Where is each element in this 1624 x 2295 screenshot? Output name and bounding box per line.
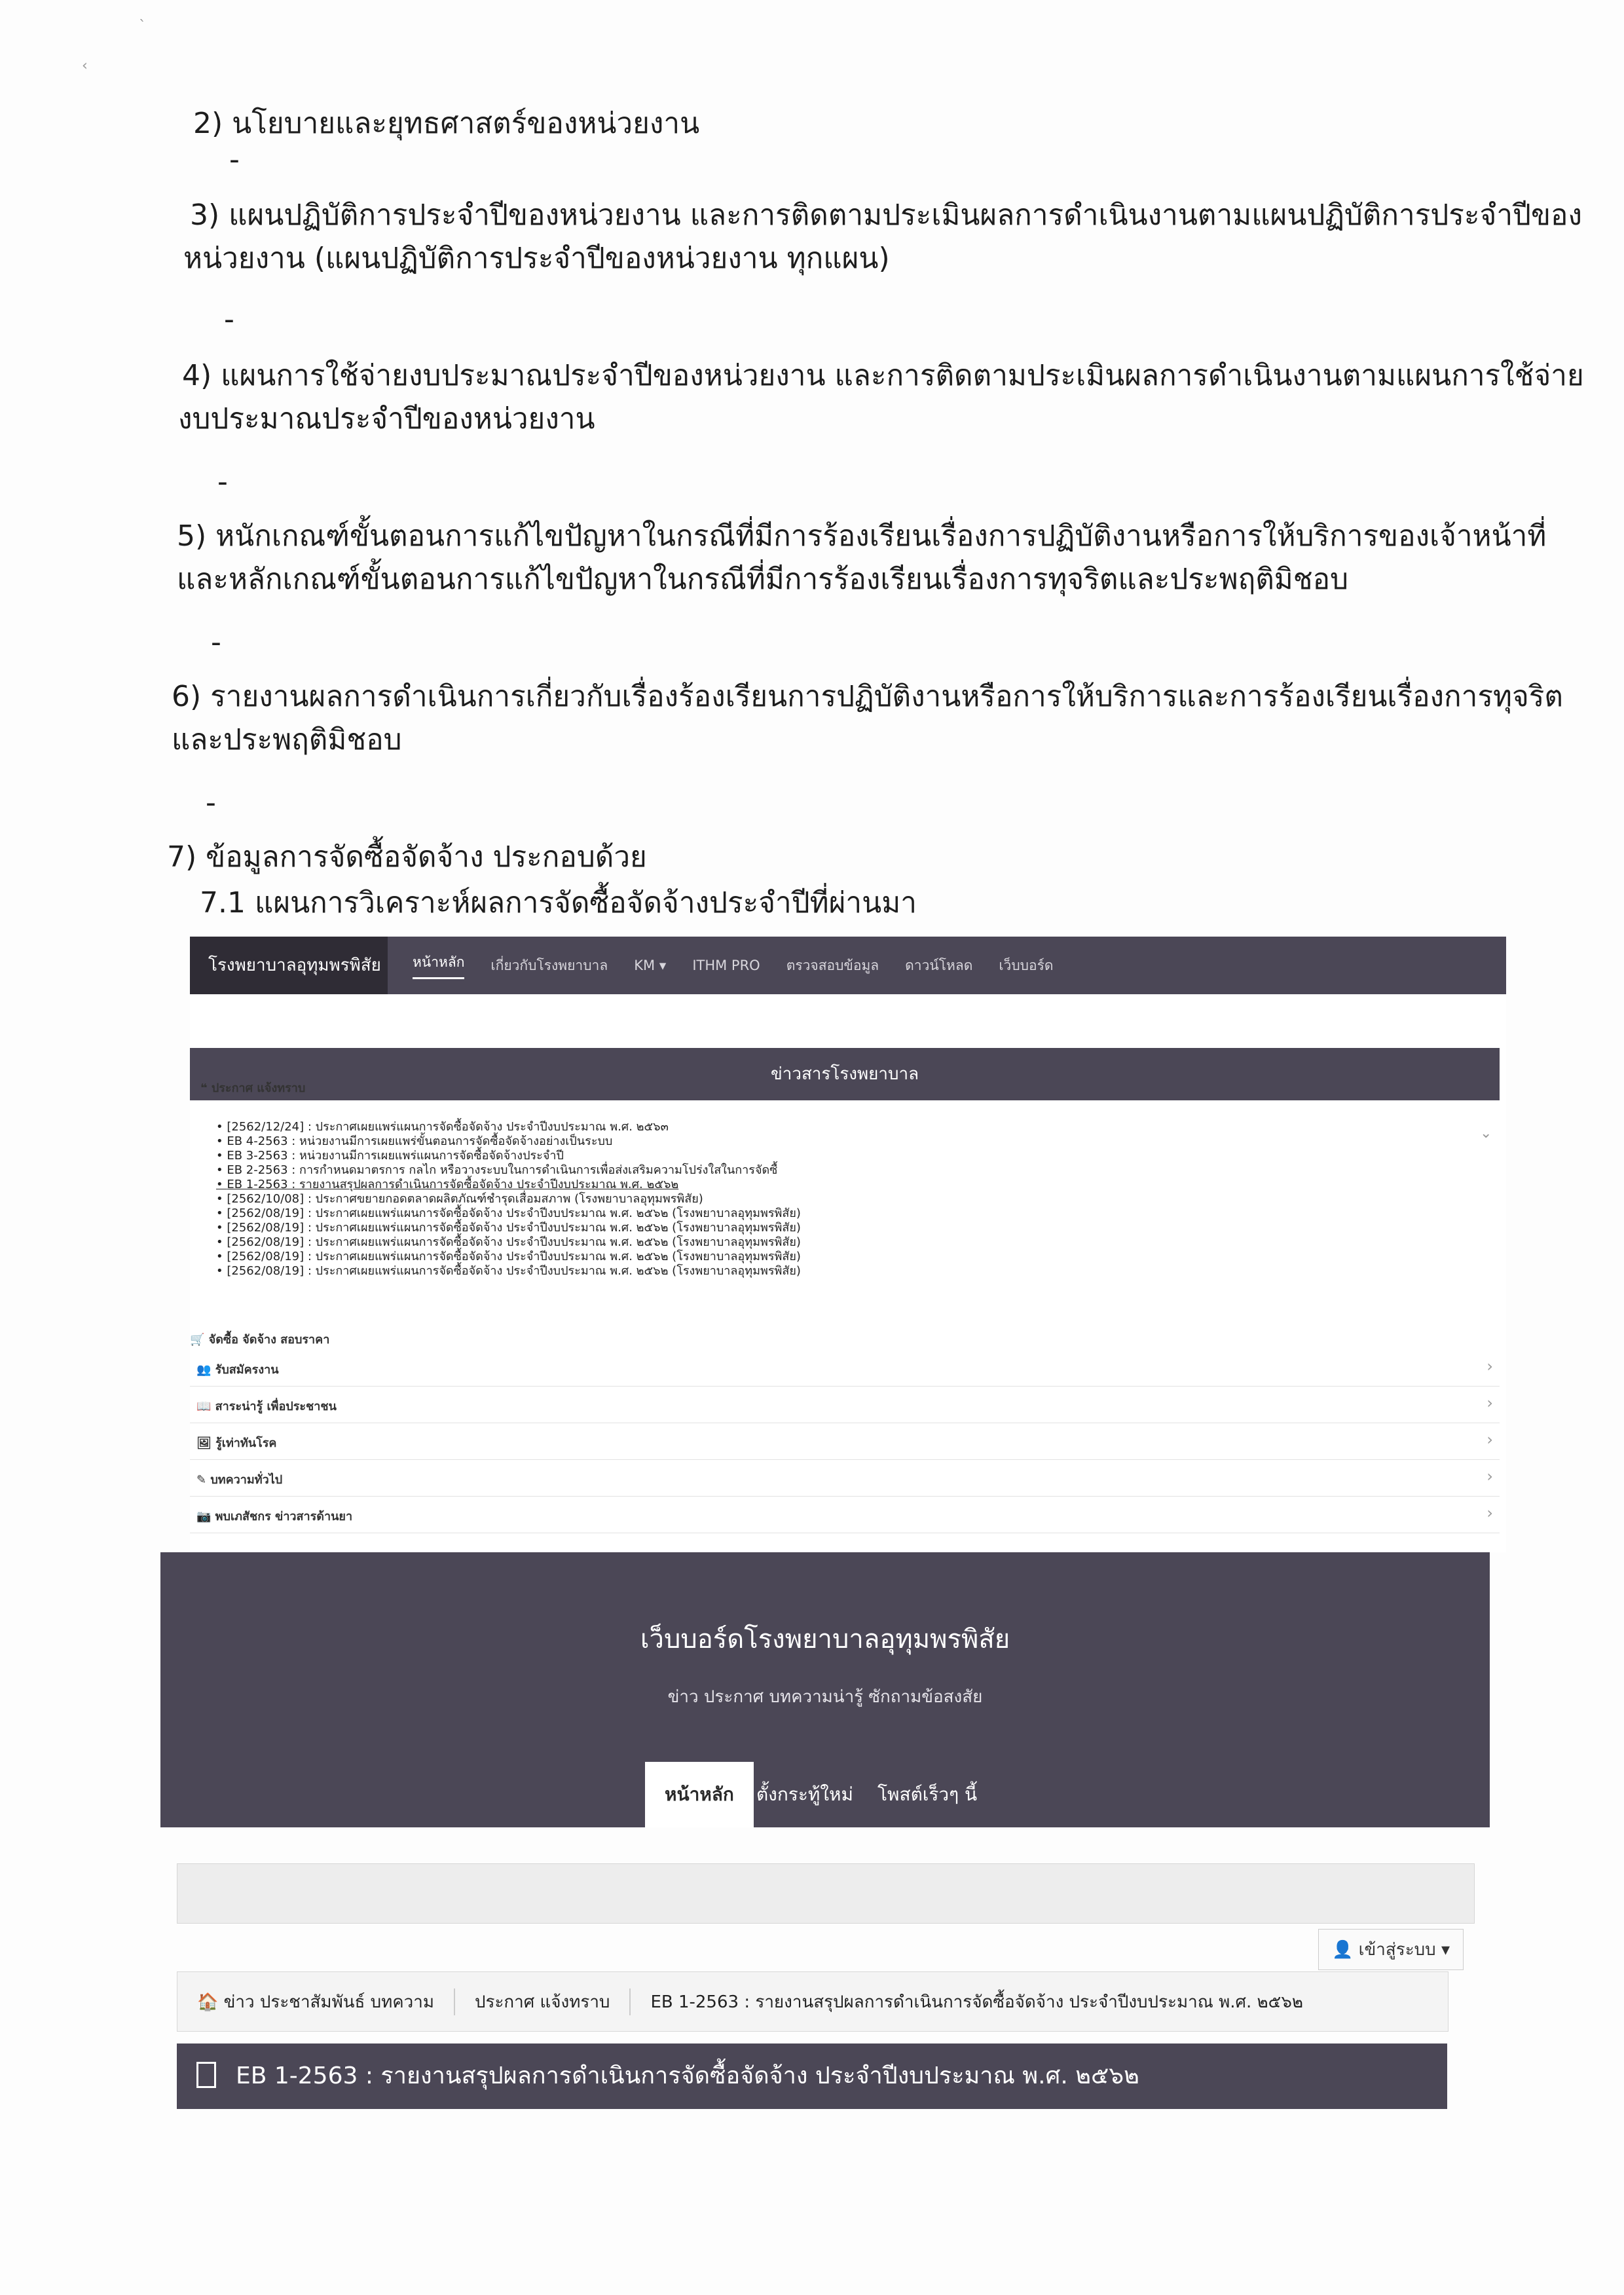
scan-mark: ‹: [82, 58, 88, 74]
site-brand[interactable]: โรงพยาบาลอุทุมพรพิสัย: [190, 937, 388, 994]
section-5: [177, 517, 1546, 599]
category-label: 📖 สาระน่ารู้ เพื่อประชาชน: [196, 1400, 337, 1413]
toolbar-strip: [177, 1863, 1475, 1924]
dash-placeholder: -: [206, 786, 216, 819]
tab-home[interactable]: หน้าหลัก: [645, 1762, 754, 1827]
section-line: และประพฤติมิชอบ: [172, 723, 402, 756]
procurement-heading[interactable]: 🛒 จัดซื้อ จัดจ้าง สอบราคา: [190, 1333, 330, 1347]
nav-item-download[interactable]: ดาวน์โหลด: [905, 957, 973, 973]
section-line: 2) นโยบายและยุทธศาสตร์ของหน่วยงาน: [193, 107, 700, 140]
chevron-right-icon: ›: [1486, 1430, 1493, 1449]
section-6: [172, 678, 1563, 759]
chevron-down-icon[interactable]: ⌄: [1480, 1125, 1492, 1142]
nav-item-check[interactable]: ตรวจสอบข้อมูล: [786, 957, 879, 973]
section-line: 3) แผนปฏิบัติการประจำปีของหน่วยงาน และการติดตามประเมินผลการดำเนินงานตามแผนปฏิบัติการประจำปีของ: [190, 198, 1582, 232]
webboard-subtitle: ข่าว ประกาศ บทความน่ารู้ ซักถามข้อสงสัย: [667, 1687, 983, 1707]
webboard-title: เว็บบอร์ดโรงพยาบาลอุทุมพรพิสัย: [640, 1624, 1010, 1654]
section-line: หน่วยงาน (แผนปฏิบัติการประจำปีของหน่วยงาน ทุกแผน): [183, 242, 890, 275]
section-7-1: [200, 884, 917, 922]
nav-item-about[interactable]: เกี่ยวกับโรงพยาบาล: [490, 957, 608, 973]
category-label: 👥 รับสมัครงาน: [196, 1363, 279, 1377]
tab-new-topic[interactable]: ตั้งกระทู้ใหม่: [756, 1783, 853, 1805]
category-row[interactable]: [190, 1349, 1500, 1387]
category-row[interactable]: [190, 1386, 1500, 1423]
section-line: งบประมาณประจำปีของหน่วยงาน: [178, 402, 595, 436]
section-line: 5) หนักเกณฑ์ขั้นตอนการแก้ไขปัญหาในกรณีที่มีการร้องเรียนเรื่องการปฏิบัติงานหรือการให้บริการของเจ้าหน้าที่: [177, 519, 1547, 553]
category-row[interactable]: [190, 1459, 1500, 1497]
document-icon: [196, 2062, 216, 2088]
category-row[interactable]: [190, 1496, 1500, 1533]
dash-placeholder: -: [217, 465, 228, 498]
dash-placeholder: -: [229, 143, 240, 176]
list-item[interactable]: • EB 4-2563 : หน่วยงานมีการเผยแพร่ขั้นตอนการจัดซื้อจัดจ้างอย่างเป็นระบบ: [216, 1134, 801, 1149]
section-7: [167, 838, 647, 876]
site-navbar: [190, 937, 1506, 994]
list-item[interactable]: • [2562/08/19] : ประกาศเผยแพร่แผนการจัดซื้อจัดจ้าง ประจำปีงบประมาณ พ.ศ. ๒๕๖๒ (โรงพยาบาลอุทุมพรพิสัย): [216, 1235, 801, 1250]
section-4: [178, 357, 1584, 438]
nav-item-webboard[interactable]: เว็บบอร์ด: [999, 957, 1054, 973]
site-nav-links: [413, 937, 1054, 994]
chevron-right-icon: ›: [1486, 1504, 1493, 1522]
section-line: และหลักเกณฑ์ขั้นตอนการแก้ไขปัญหาในกรณีที่มีการร้องเรียนเรื่องการทุจริตและประพฤติมิชอบ: [177, 563, 1349, 596]
webboard-screenshot: [160, 1552, 1490, 2129]
login-button[interactable]: 👤 เข้าสู่ระบบ ▾: [1318, 1929, 1464, 1970]
webboard-hero: [160, 1552, 1490, 1827]
list-item[interactable]: • [2562/08/19] : ประกาศเผยแพร่แผนการจัดซื้อจัดจ้าง ประจำปีงบประมาณ พ.ศ. ๒๕๖๒ (โรงพยาบาลอุทุมพรพิสัย): [216, 1206, 801, 1221]
category-label: ✎ บทความทั่วไป: [196, 1473, 283, 1487]
list-item[interactable]: • [2562/10/08] : ประกาศขยายกอดตลาดผลิตภัณฑ์ชำรุดเสื่อมสภาพ (โรงพยาบาลอุทุมพรพิสัย): [216, 1192, 801, 1206]
category-row[interactable]: [190, 1423, 1500, 1460]
category-label: 🖼 รู้เท่าทันโรค: [196, 1436, 277, 1450]
breadcrumb-item[interactable]: ประกาศ แจ้งทราบ: [455, 1988, 631, 2015]
news-list: [216, 1120, 801, 1278]
section-line: 7.1 แผนการวิเคราะห์ผลการจัดซื้อจัดจ้างประจำปีที่ผ่านมา: [200, 886, 917, 920]
nav-item-ithm[interactable]: ITHM PRO: [692, 958, 760, 973]
chevron-right-icon: ›: [1486, 1357, 1493, 1375]
topic-title-bar: [177, 2043, 1447, 2109]
breadcrumb: [177, 1971, 1449, 2032]
dash-placeholder: -: [211, 625, 221, 659]
list-item[interactable]: • [2562/08/19] : ประกาศเผยแพร่แผนการจัดซื้อจัดจ้าง ประจำปีงบประมาณ พ.ศ. ๒๕๖๒ (โรงพยาบาลอุทุมพรพิสัย): [216, 1221, 801, 1235]
section-line: 4) แผนการใช้จ่ายงบประมาณประจำปีของหน่วยงาน และการติดตามประเมินผลการดำเนินงานตามแผนการใช้จ่าย: [182, 359, 1584, 392]
hospital-website-screenshot: [190, 937, 1506, 1552]
section-line: 7) ข้อมูลการจัดซื้อจัดจ้าง ประกอบด้วย: [167, 840, 647, 874]
list-item[interactable]: • EB 2-2563 : การกำหนดมาตรการ กลไก หรือวางระบบในการดำเนินการเพื่อส่งเสริมความโปร่งใสในการจัดซื้: [216, 1163, 801, 1178]
scan-mark: `: [139, 18, 146, 35]
breadcrumb-item: EB 1-2563 : รายงานสรุปผลการดำเนินการจัดซื้อจัดจ้าง ประจำปีงบประมาณ พ.ศ. ๒๕๖๒: [650, 1992, 1303, 2012]
list-item[interactable]: • [2562/12/24] : ประกาศเผยแพร่แผนการจัดซื้อจัดจ้าง ประจำปีงบประมาณ พ.ศ. ๒๕๖๓: [216, 1120, 801, 1134]
news-banner: ข่าวสารโรงพยาบาล: [190, 1048, 1500, 1100]
dash-placeholder: -: [224, 303, 234, 336]
list-item[interactable]: • EB 1-2563 : รายงานสรุปผลการดำเนินการจัดซื้อจัดจ้าง ประจำปีงบประมาณ พ.ศ. ๒๕๖๒: [216, 1178, 801, 1192]
section-3: [183, 196, 1582, 278]
topic-title: EB 1-2563 : รายงานสรุปผลการดำเนินการจัดซื้อจัดจ้าง ประจำปีงบประมาณ พ.ศ. ๒๕๖๒: [236, 2062, 1139, 2089]
announce-heading: ❝ ประกาศ แจ้งทราบ: [200, 1081, 306, 1095]
breadcrumb-item[interactable]: 🏠 ข่าว ประชาสัมพันธ์ บทความ: [177, 1988, 455, 2015]
chevron-right-icon: ›: [1486, 1467, 1493, 1485]
list-item[interactable]: • [2562/08/19] : ประกาศเผยแพร่แผนการจัดซื้อจัดจ้าง ประจำปีงบประมาณ พ.ศ. ๒๕๖๒ (โรงพยาบาลอุทุมพรพิสัย): [216, 1250, 801, 1264]
list-item[interactable]: • [2562/08/19] : ประกาศเผยแพร่แผนการจัดซื้อจัดจ้าง ประจำปีงบประมาณ พ.ศ. ๒๕๖๒ (โรงพยาบาลอุทุมพรพิสัย): [216, 1264, 801, 1278]
section-2: [193, 105, 699, 143]
list-item[interactable]: • EB 3-2563 : หน่วยงานมีการเผยแพร่แผนการจัดซื้อจัดจ้างประจำปี: [216, 1149, 801, 1163]
category-label: 📷 พบเภสัชกร ข่าวสารด้านยา: [196, 1510, 353, 1523]
chevron-right-icon: ›: [1486, 1394, 1493, 1412]
tab-recent-posts[interactable]: โพสต์เร็วๆ นี้: [877, 1783, 978, 1805]
nav-item-home[interactable]: หน้าหลัก: [413, 952, 464, 979]
nav-item-km[interactable]: KM ▾: [634, 958, 667, 973]
section-line: 6) รายงานผลการดำเนินการเกี่ยวกับเรื่องร้องเรียนการปฏิบัติงานหรือการให้บริการและการร้องเรียนเรื่องการทุจริต: [172, 680, 1563, 713]
